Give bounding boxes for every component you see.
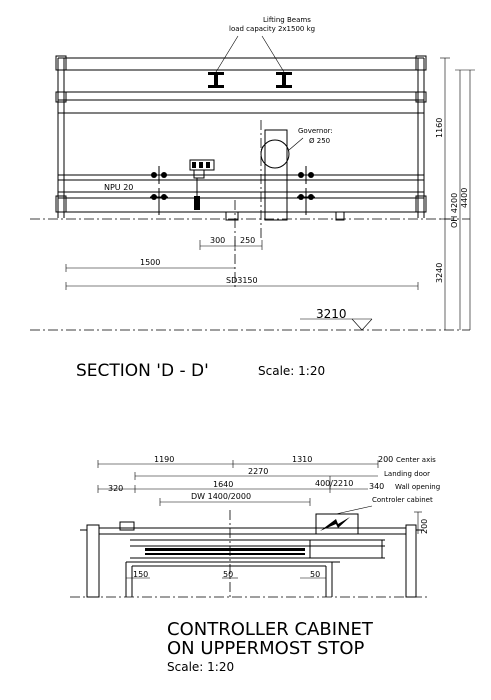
controller-cabinet-view — [70, 460, 430, 600]
dim-1190: 1190 — [154, 455, 175, 464]
center-axis-label: Center axis — [396, 456, 436, 464]
wall-opening-label: Wall opening — [395, 483, 441, 491]
dim-1160: 1160 — [435, 117, 444, 138]
cabinet-title-line2: ON UPPERMOST STOP — [167, 638, 365, 659]
cabinet-scale: Scale: 1:20 — [167, 660, 235, 674]
controller-cabinet — [316, 514, 358, 534]
dim-50-b: 50 — [310, 570, 321, 579]
dim-320: 320 — [108, 484, 124, 493]
dim-250: 250 — [240, 236, 256, 245]
bolt-group — [150, 166, 315, 215]
dim-200-top: 200 — [378, 455, 394, 464]
cabinet-title-line1: CONTROLLER CABINET — [167, 619, 373, 640]
dim-1310: 1310 — [292, 455, 313, 464]
elevation-3210: 3210 — [316, 307, 347, 321]
dim-400-2210: 400/2210 — [315, 479, 354, 488]
load-capacity-label: load capacity 2x1500 kg — [229, 25, 316, 33]
lifting-beam-left — [208, 72, 224, 88]
dim-300: 300 — [210, 236, 226, 245]
lifting-beams-label: Lifting Beams — [263, 16, 311, 24]
dim-3240: 3240 — [435, 262, 444, 283]
section-d-d-view — [30, 36, 475, 330]
lifting-beam-right — [276, 72, 292, 88]
governor-label: Governor: — [298, 127, 333, 135]
npu-label: NPU 20 — [104, 183, 134, 192]
dw-label: DW 1400/2000 — [191, 492, 252, 501]
dim-sd3150: SD3150 — [226, 276, 258, 285]
dim-340: 340 — [369, 482, 385, 491]
landing-door-label: Landing door — [384, 470, 431, 478]
dim-1500: 1500 — [140, 258, 161, 267]
dim-oh-4200: OH 4200 — [450, 192, 459, 228]
dim-150: 150 — [133, 570, 149, 579]
section-scale: Scale: 1:20 — [258, 364, 326, 378]
controller-cabinet-label: Controler cabinet — [372, 496, 433, 504]
section-title: SECTION 'D - D' — [76, 361, 209, 381]
dim-200-side: 200 — [420, 518, 429, 534]
dim-2270: 2270 — [248, 467, 269, 476]
dim-1640: 1640 — [213, 480, 234, 489]
dim-4400: 4400 — [460, 187, 469, 208]
machine-assembly — [190, 160, 214, 210]
dim-50-a: 50 — [223, 570, 234, 579]
governor-diameter-label: Ø 250 — [309, 137, 331, 145]
